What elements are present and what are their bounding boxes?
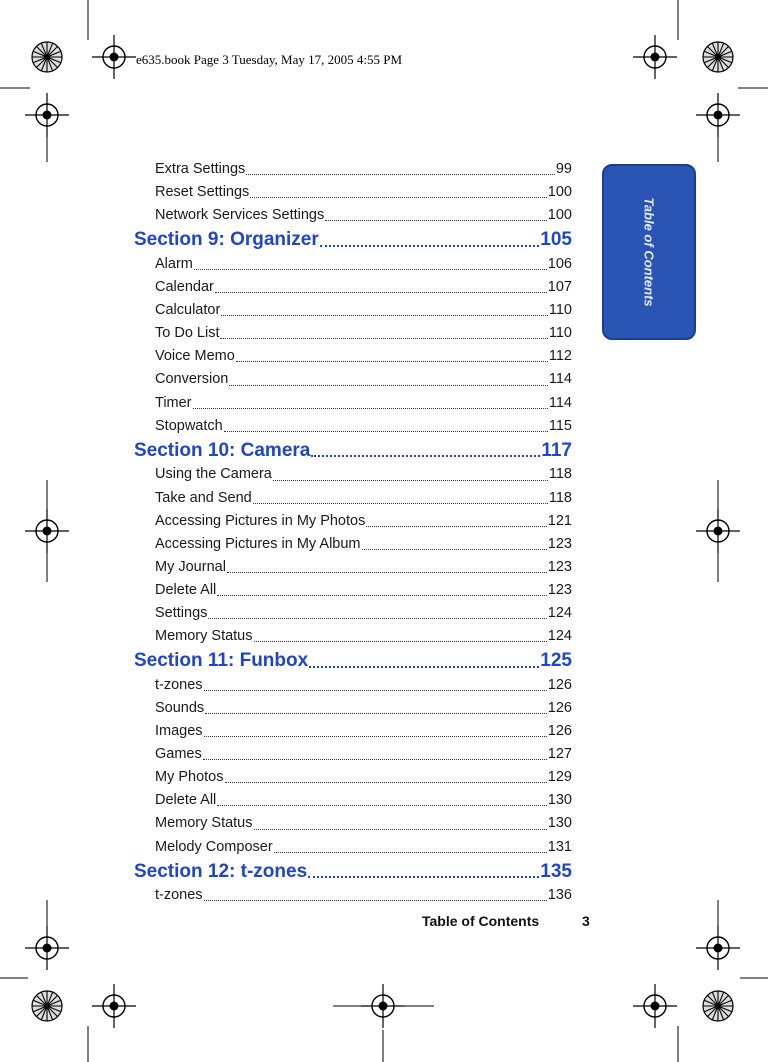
toc-entry[interactable] bbox=[134, 392, 572, 415]
toc-page-number: 124 bbox=[547, 604, 572, 621]
toc-section-heading[interactable] bbox=[134, 227, 572, 253]
toc-entry[interactable] bbox=[134, 789, 572, 812]
toc-page-number: 129 bbox=[547, 769, 572, 786]
toc-page-number: 100 bbox=[547, 184, 572, 201]
toc-page-number: 114 bbox=[548, 394, 572, 411]
toc-label: To Do List bbox=[155, 325, 220, 342]
toc-entry[interactable] bbox=[134, 720, 572, 743]
side-tab bbox=[602, 164, 696, 340]
toc-label: Section 9: Organizer bbox=[134, 229, 319, 251]
toc-page-number: 130 bbox=[547, 792, 572, 809]
toc-label: Network Services Settings bbox=[155, 207, 325, 224]
toc-page-number: 124 bbox=[547, 628, 572, 645]
toc-label: Conversion bbox=[155, 371, 229, 388]
dot-leader bbox=[254, 641, 547, 642]
toc-label: My Journal bbox=[155, 558, 226, 575]
toc-page-number: 105 bbox=[540, 229, 572, 251]
toc-entry[interactable] bbox=[134, 697, 572, 720]
dot-leader bbox=[274, 852, 547, 853]
dot-leader bbox=[250, 197, 546, 198]
toc-entry[interactable] bbox=[134, 463, 572, 486]
dot-leader bbox=[311, 455, 540, 457]
dot-leader bbox=[254, 829, 547, 830]
toc-entry[interactable] bbox=[134, 181, 572, 204]
toc-page-number: 110 bbox=[548, 302, 572, 319]
dot-leader bbox=[225, 782, 547, 783]
dot-leader bbox=[205, 713, 547, 714]
toc-label: Delete All bbox=[155, 581, 217, 598]
toc-page-number: 117 bbox=[541, 439, 572, 461]
dot-leader bbox=[215, 292, 547, 293]
toc-page-number: 136 bbox=[547, 887, 572, 904]
toc-entry[interactable] bbox=[134, 345, 572, 368]
toc-page-number: 121 bbox=[547, 512, 572, 529]
toc-label: Reset Settings bbox=[155, 184, 250, 201]
toc-label: Take and Send bbox=[155, 489, 252, 506]
dot-leader bbox=[229, 385, 548, 386]
page-number: 3 bbox=[582, 913, 590, 929]
toc-label: Using the Camera bbox=[155, 466, 272, 483]
table-of-contents bbox=[134, 158, 572, 907]
toc-entry[interactable] bbox=[134, 884, 572, 907]
toc-entry[interactable] bbox=[134, 253, 572, 276]
toc-page-number: 118 bbox=[548, 466, 572, 483]
toc-page-number: 100 bbox=[547, 207, 572, 224]
dot-leader bbox=[224, 431, 548, 432]
dot-leader bbox=[236, 361, 548, 362]
toc-page-number: 123 bbox=[547, 535, 572, 552]
dot-leader bbox=[362, 549, 547, 550]
toc-page-number: 125 bbox=[540, 650, 572, 672]
toc-label: Images bbox=[155, 723, 203, 740]
dot-leader bbox=[253, 503, 548, 504]
toc-entry[interactable] bbox=[134, 836, 572, 859]
toc-entry[interactable] bbox=[134, 556, 572, 579]
toc-entry[interactable] bbox=[134, 322, 572, 345]
side-tab-label: Table of Contents bbox=[641, 197, 657, 307]
dot-leader bbox=[227, 572, 547, 573]
dot-leader bbox=[217, 805, 547, 806]
toc-page-number: 107 bbox=[547, 279, 572, 296]
toc-label: Stopwatch bbox=[155, 417, 223, 434]
toc-entry[interactable] bbox=[134, 368, 572, 391]
toc-page-number: 126 bbox=[547, 723, 572, 740]
dot-leader bbox=[194, 269, 547, 270]
toc-label: Delete All bbox=[155, 792, 217, 809]
dot-leader bbox=[320, 245, 540, 247]
toc-label: Memory Status bbox=[155, 815, 253, 832]
dot-leader bbox=[217, 595, 547, 596]
toc-page-number: 127 bbox=[547, 746, 572, 763]
toc-label: Accessing Pictures in My Photos bbox=[155, 512, 366, 529]
toc-label: Settings bbox=[155, 604, 208, 621]
toc-section-heading[interactable] bbox=[134, 648, 572, 674]
toc-label: Section 11: Funbox bbox=[134, 650, 309, 672]
toc-entry[interactable] bbox=[134, 276, 572, 299]
toc-entry[interactable] bbox=[134, 812, 572, 835]
toc-entry[interactable] bbox=[134, 510, 572, 533]
dot-leader bbox=[309, 666, 539, 668]
toc-page-number: 123 bbox=[547, 581, 572, 598]
toc-entry[interactable] bbox=[134, 674, 572, 697]
dot-leader bbox=[193, 408, 548, 409]
toc-label: Calendar bbox=[155, 279, 214, 296]
toc-page-number: 99 bbox=[555, 161, 572, 177]
print-header: e635.book Page 3 Tuesday, May 17, 2005 4:55 PM bbox=[136, 52, 403, 67]
toc-label: Timer bbox=[155, 394, 192, 411]
toc-page-number: 131 bbox=[547, 838, 572, 855]
toc-label: Games bbox=[155, 746, 202, 763]
dot-leader bbox=[308, 876, 539, 878]
toc-entry[interactable] bbox=[134, 579, 572, 602]
toc-label: Memory Status bbox=[155, 628, 253, 645]
dot-leader bbox=[204, 690, 547, 691]
toc-section-heading[interactable] bbox=[134, 859, 572, 885]
dot-leader bbox=[220, 338, 547, 339]
footer-title: Table of Contents bbox=[422, 913, 540, 929]
dot-leader bbox=[221, 315, 548, 316]
toc-label: Section 10: Camera bbox=[134, 439, 311, 461]
toc-entry[interactable] bbox=[134, 533, 572, 556]
toc-entry[interactable] bbox=[134, 299, 572, 322]
toc-page-number: 114 bbox=[548, 371, 572, 388]
dot-leader bbox=[325, 220, 547, 221]
toc-entry[interactable] bbox=[134, 487, 572, 510]
toc-entry[interactable] bbox=[134, 602, 572, 625]
dot-leader bbox=[208, 618, 546, 619]
toc-label: Calculator bbox=[155, 302, 221, 319]
dot-leader bbox=[204, 900, 547, 901]
toc-entry[interactable] bbox=[134, 625, 572, 648]
toc-page-number: 130 bbox=[547, 815, 572, 832]
dot-leader bbox=[203, 759, 547, 760]
toc-entry[interactable] bbox=[134, 415, 572, 438]
toc-label: t-zones bbox=[155, 887, 203, 904]
toc-page-number: 135 bbox=[540, 860, 572, 882]
toc-entry[interactable] bbox=[134, 766, 572, 789]
toc-page-number: 110 bbox=[548, 325, 572, 342]
toc-section-heading[interactable] bbox=[134, 438, 572, 464]
toc-label: Melody Composer bbox=[155, 838, 273, 855]
toc-label: My Photos bbox=[155, 769, 224, 786]
toc-entry[interactable] bbox=[134, 743, 572, 766]
dot-leader bbox=[366, 526, 546, 527]
toc-page-number: 106 bbox=[547, 255, 572, 272]
toc-label: Voice Memo bbox=[155, 348, 235, 365]
dot-leader bbox=[204, 736, 547, 737]
toc-page-number: 115 bbox=[548, 417, 572, 434]
dot-leader bbox=[246, 174, 555, 175]
toc-page-number: 126 bbox=[547, 699, 572, 716]
toc-page-number: 123 bbox=[547, 558, 572, 575]
toc-label: t-zones bbox=[155, 676, 203, 693]
toc-page-number: 118 bbox=[548, 489, 572, 506]
toc-label: Sounds bbox=[155, 699, 205, 716]
toc-entry[interactable] bbox=[134, 158, 572, 181]
toc-page-number: 126 bbox=[547, 676, 572, 693]
toc-page-number: 112 bbox=[548, 348, 572, 365]
toc-label: Section 12: t-zones bbox=[134, 860, 308, 882]
dot-leader bbox=[273, 480, 548, 481]
toc-label: Extra Settings bbox=[155, 161, 246, 177]
toc-label: Alarm bbox=[155, 255, 193, 272]
toc-label: Accessing Pictures in My Album bbox=[155, 535, 361, 552]
toc-entry[interactable] bbox=[134, 204, 572, 227]
